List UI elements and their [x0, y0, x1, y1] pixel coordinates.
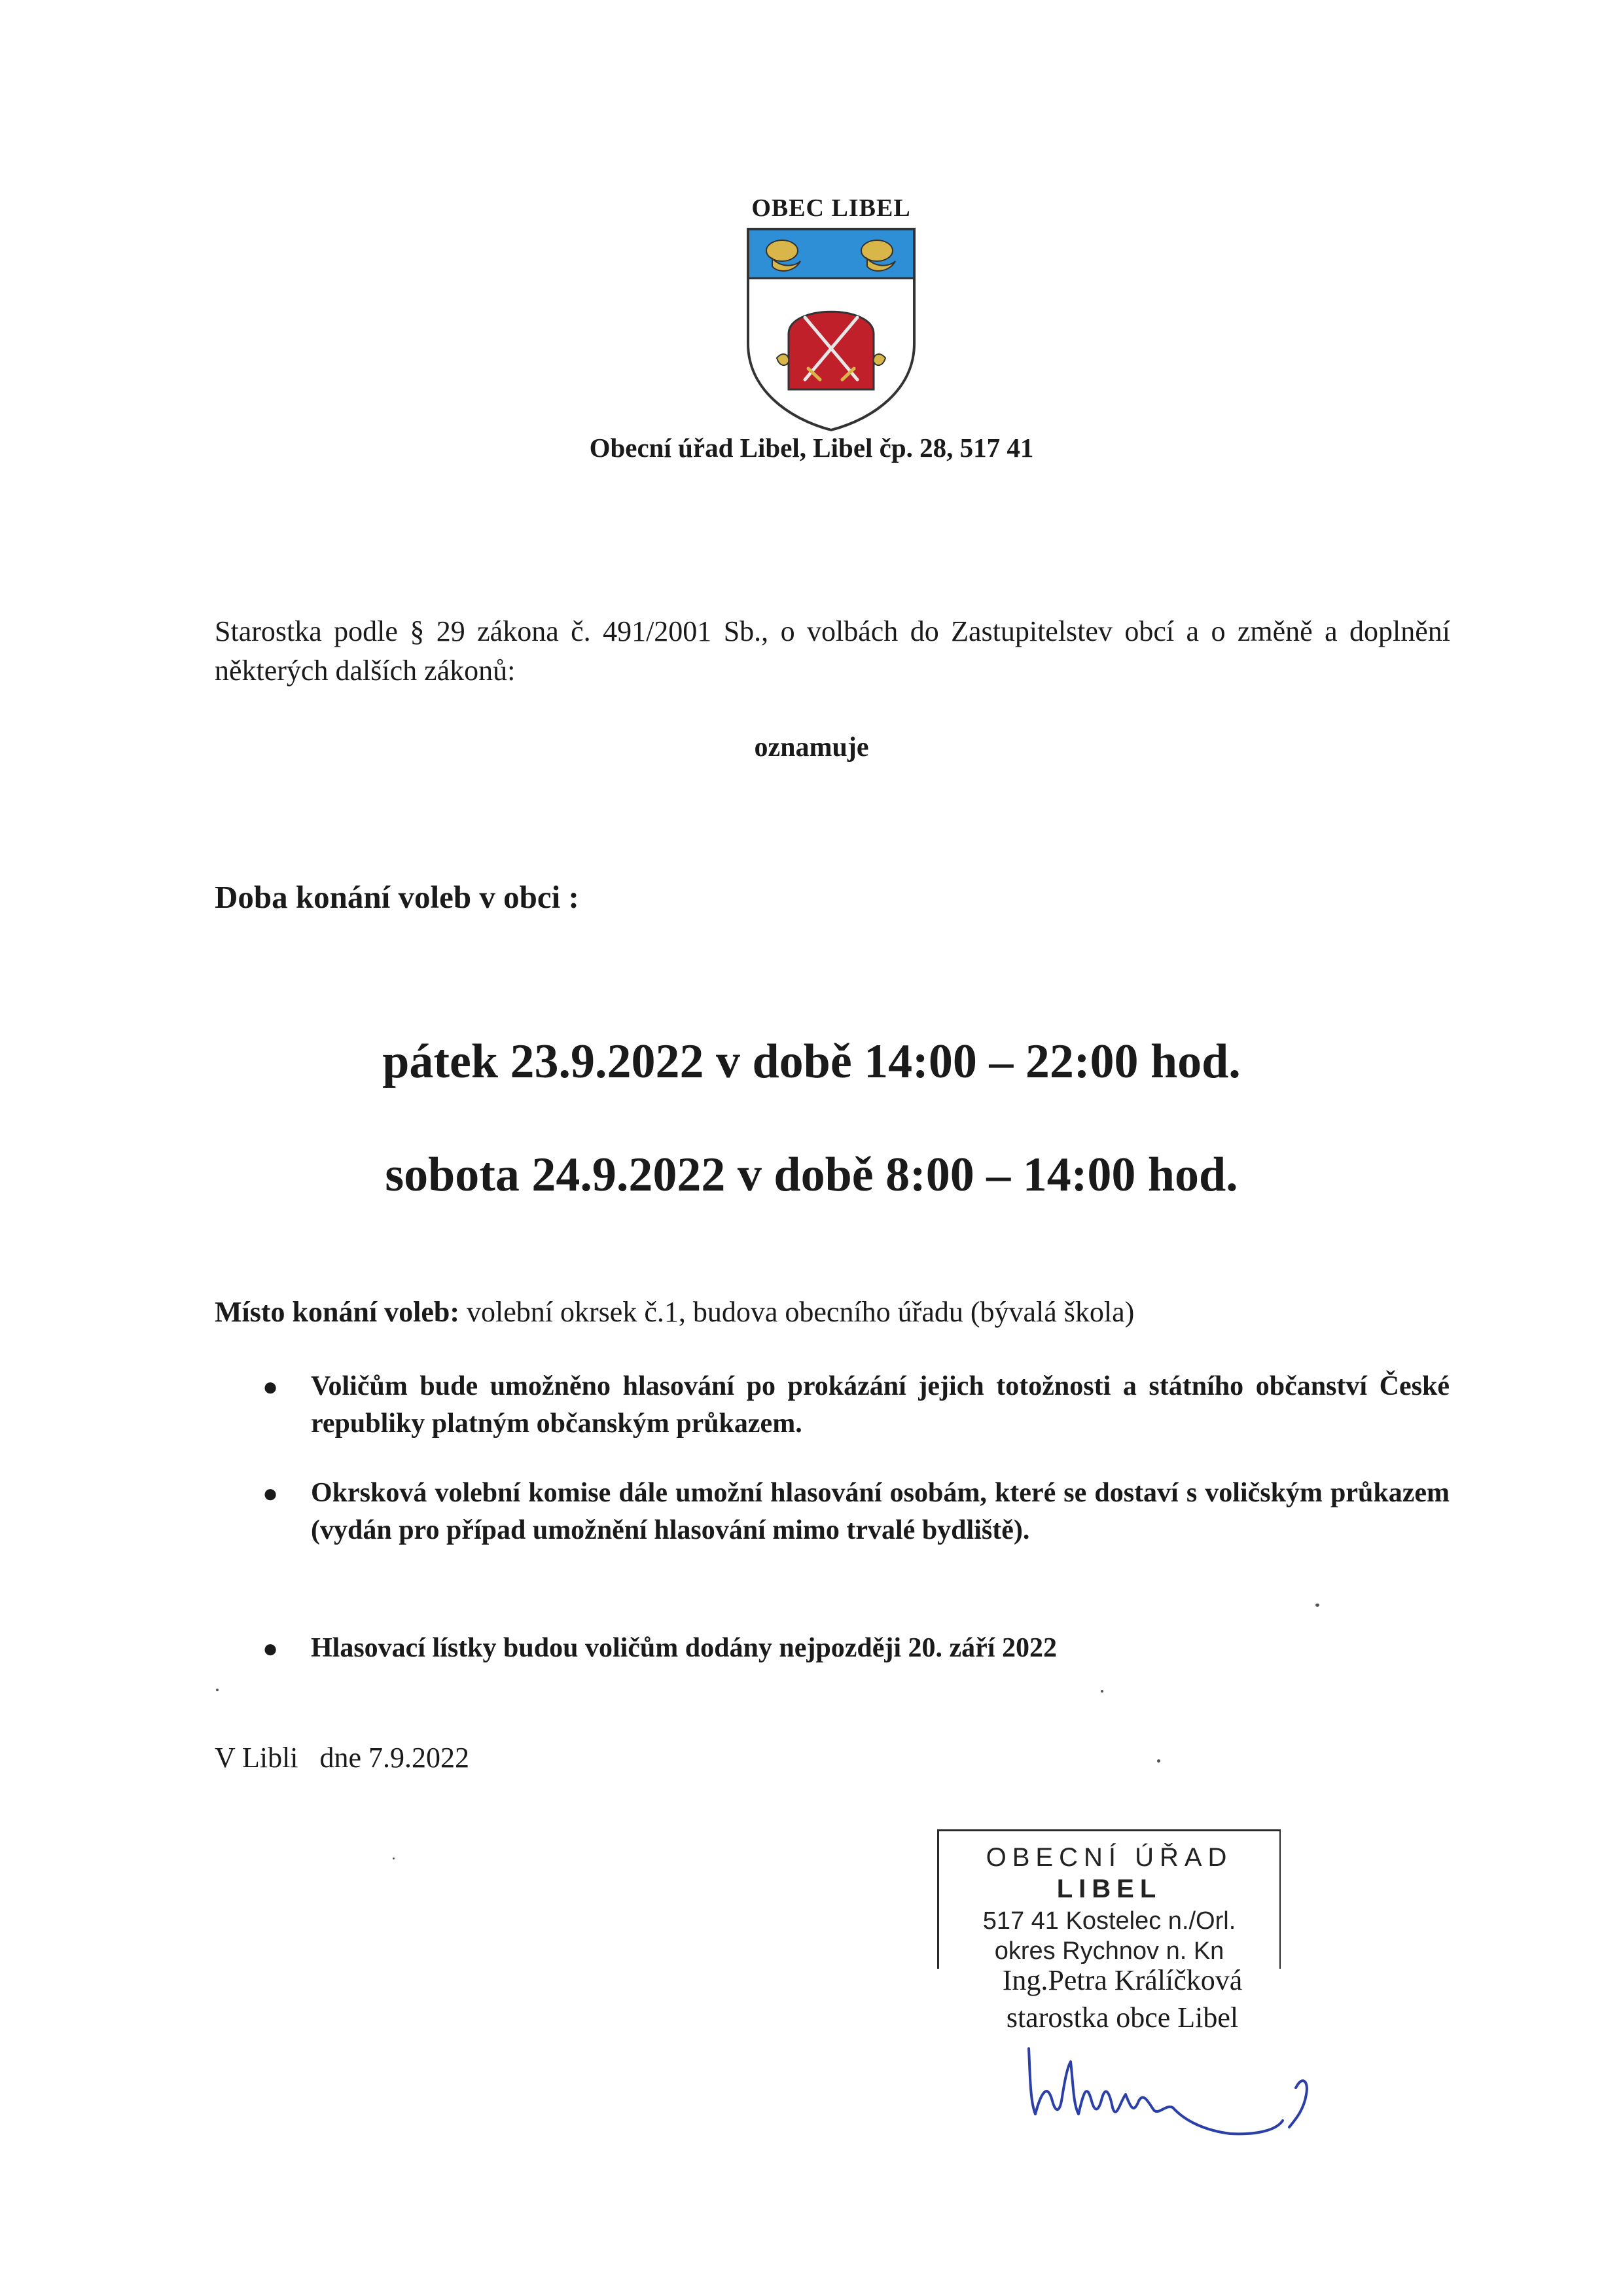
list-item-text: Voličům bude umožněno hlasování po prokázání jejich totožnosti a státního občanství České republiky platným občanským průkazem. — [311, 1371, 1450, 1439]
office-stamp — [937, 1829, 1281, 1969]
signer-role: starostka obce Libel — [1006, 2001, 1239, 2034]
bullet-icon: ● — [262, 1372, 279, 1401]
bullet-icon: ● — [262, 1479, 279, 1508]
stamp-line: LIBEL — [1056, 1874, 1162, 1903]
scan-speck — [393, 1857, 395, 1859]
election-time-heading: Doba konání voleb v obci : — [215, 879, 579, 915]
list-item — [262, 1475, 1450, 1549]
election-place-label: Místo konání voleb: — [215, 1296, 460, 1328]
announce-word: oznamuje — [754, 732, 869, 762]
crest-title: OBEC LIBEL — [751, 194, 911, 222]
stamp-line: OBECNÍ ÚŘAD — [986, 1843, 1233, 1872]
office-address: Obecní úřad Libel, Libel čp. 28, 517 41 — [589, 433, 1034, 463]
coat-of-arms-icon — [743, 193, 919, 435]
bullet-icon: ● — [262, 1634, 279, 1663]
election-place-value: volební okrsek č.1, budova obecního úřadu (bývalá škola) — [459, 1296, 1135, 1328]
intro-text: Starostka podle § 29 zákona č. 491/2001 Sb., o volbách do Zastupitelstev obcí a o změně a doplnění některých dalších zákonů: — [215, 615, 1450, 687]
stamp-line: okres Rychnov n. Kn — [994, 1937, 1224, 1965]
place-and-date: V Libli dne 7.9.2022 — [215, 1742, 470, 1774]
scan-speck — [216, 1689, 219, 1691]
list-item-text: Hlasovací lístky budou voličům dodány nejpozději 20. září 2022 — [311, 1633, 1057, 1663]
list-item-text: Okrsková volební komise dále umožní hlasování osobám, které se dostaví s voličským průkazem (vydán pro případ umožnění hlasování mimo trvalé bydliště). — [311, 1478, 1450, 1545]
election-date-friday: pátek 23.9.2022 v době 14:00 – 22:00 hod. — [382, 1035, 1241, 1088]
list-item — [262, 1630, 1450, 1667]
election-place — [215, 1295, 1134, 1329]
election-date-saturday: sobota 24.9.2022 v době 8:00 – 14:00 hod. — [385, 1148, 1238, 1202]
scan-speck — [1157, 1759, 1160, 1763]
signature-icon — [1021, 2022, 1361, 2153]
stamp-line: 517 41 Kostelec n./Orl. — [982, 1907, 1236, 1935]
scan-speck — [1315, 1604, 1319, 1607]
scan-speck — [1101, 1690, 1103, 1693]
signer-name: Ing.Petra Králíčková — [1002, 1964, 1243, 1996]
list-item — [262, 1368, 1450, 1443]
